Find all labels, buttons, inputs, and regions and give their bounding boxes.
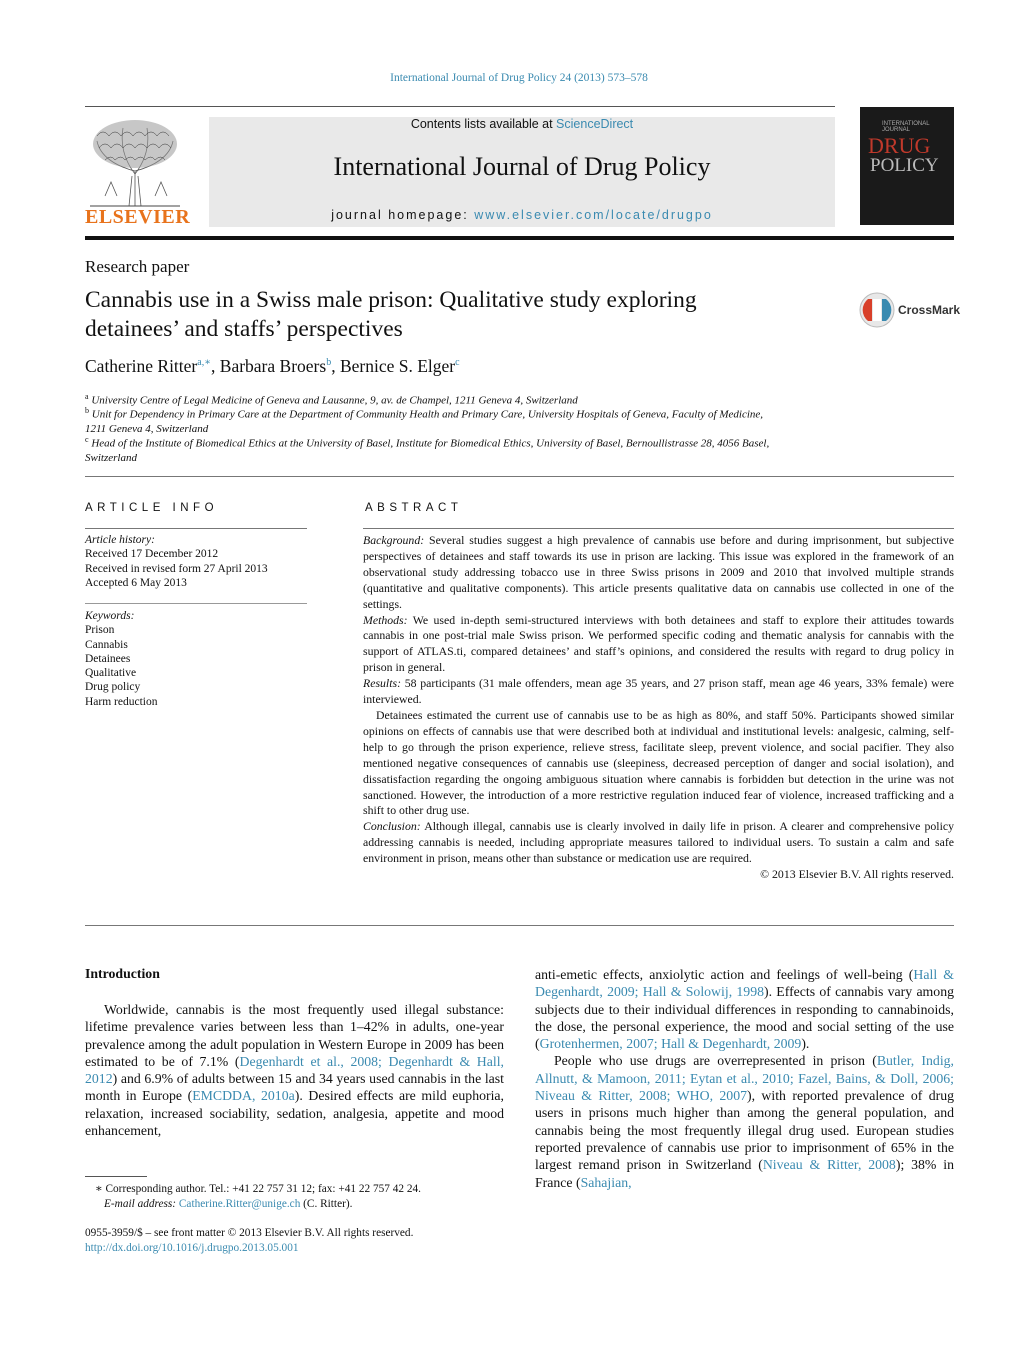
keyword: Prison — [85, 624, 115, 637]
affiliation-b: $^b$ Unit for Dependency in Primary Care at the Department of Community Health and Primary Care, University Hospitals of Geneva, Faculty of Medicine, 1211 Geneva 4, Switzerland — [85, 406, 764, 436]
history-accepted: Accepted 6 May 2013 — [85, 576, 187, 589]
abstract-conclusion: Conclusion: Although illegal, cannabis use is clearly involved in daily life in prison. A clearer and comprehensive policy addressing cannabis is needed, including appropriate measures tailored to individual users. To sustain a calm and safe environment in prison, means other than substance or medication use are required. — [363, 819, 954, 866]
affiliation-a: $^a$ University Centre of Legal Medicine of Geneva and Lausanne, 9, av. de Champel, 1211 Geneva 4, Switzerland — [85, 392, 578, 407]
article-info-heading: ARTICLE INFO — [85, 502, 219, 514]
citation-link[interactable]: EMCDDA, 2010a — [192, 1088, 295, 1104]
citation-link[interactable]: Butler, Indig, Allnutt, & Mamoon, 2011; Eytan et al., 2010; Fazel, Bains, & Doll, 2006; Niveau & Ritter, 2008; WHO, 2007 — [535, 1053, 954, 1104]
history-received: Received 17 December 2012 — [85, 548, 219, 561]
abstract-results: Results: 58 participants (31 male offenders, mean age 35 years, and 27 prison staff, mean age 46 years, 33% female) were interviewed. — [363, 676, 954, 707]
corresponding-author: ∗ Corresponding author. Tel.: +41 22 757 31 12; fax: +41 22 757 42 24. — [95, 1183, 421, 1195]
intro-paragraph-2: People who use drugs are overrepresented in prison (Butler, Indig, Allnutt, & Mamoon, 2011; Eytan et al., 2010; Fazel, Bains, & Doll, 2006; Niveau & Ritter, 2008; WHO, 2007), with reported prevalence of drug users in prisons much higher than among the general population, and cannabis being the most frequently illegal drug used. European studies reported prevalence of cannabis use prior to imprisonment of 65% in the largest remand prison in Switzerland (Niveau & Ritter, 2008); 38% in France (Sahajian, — [535, 1053, 954, 1190]
affiliation-c: $^c$ Head of the Institute of Biomedical Ethics at the University of Basel, Institute for Biomedical Ethics, University of Basel, Bernoullistrasse 28, 4056 Basel, Switzerland — [85, 435, 770, 465]
cover-top-text: INTERNATIONAL JOURNAL — [882, 121, 930, 133]
crossmark-icon — [858, 291, 896, 329]
cover-title-policy: POLICY — [870, 155, 939, 176]
copyright: © 2013 Elsevier B.V. All rights reserved. — [760, 867, 954, 882]
email-link[interactable]: Catherine.Ritter@unige.ch — [178, 1197, 301, 1210]
citation-link[interactable]: Grotenhermen, 2007; Hall & Degenhardt, 2009 — [539, 1036, 802, 1052]
article-history — [85, 533, 268, 590]
article-title: Cannabis use in a Swiss male prison: Qualitative study exploring detainees’ and staffs’ perspectives — [85, 287, 697, 342]
citation-link[interactable]: Degenhardt et al., 2008; Degenhardt & Hall, 2012 — [85, 1053, 504, 1087]
article-info-rule — [85, 528, 307, 529]
author-sup[interactable]: c — [455, 357, 460, 369]
crossmark-label: CrossMark — [898, 303, 961, 317]
citation-link[interactable]: Hall & Degenhardt, 2009; Hall & Solowij, 1998 — [535, 967, 954, 1000]
header-top-rule — [85, 106, 835, 107]
abstract-bottom-rule — [85, 925, 954, 926]
affiliation-rule — [85, 476, 954, 477]
author-name[interactable]: Barbara Broers — [219, 356, 327, 376]
keywords — [85, 609, 158, 709]
elsevier-tree-logo — [85, 116, 185, 208]
keyword: Drug policy — [85, 681, 141, 694]
abstract-background: Background: Several studies suggest a high prevalence of cannabis use before and during imprisonment, but subjective perspectives of detainees and staff towards its use in prison are lacking. This issue was explored in the framework of an observational study addressing tobacco use in three Swiss prisons in 2009 and 2010 that involved multiple strands (quantitative and qualitative components). This article presents qualitative data on cannabis use collected in one of the settings. — [363, 533, 954, 611]
author-sup[interactable]: b — [326, 357, 332, 369]
citation-link[interactable]: Niveau & Ritter, 2008 — [762, 1157, 896, 1173]
corresponding-footnote — [85, 1182, 421, 1211]
keyword: Cannabis — [85, 638, 128, 651]
contents-line: Contents lists available at ScienceDirect — [410, 117, 634, 131]
body-column-1 — [85, 1001, 504, 1139]
author-name[interactable]: Bernice S. Elger — [339, 356, 456, 376]
homepage-link[interactable]: www.elsevier.com/locate/drugpo — [474, 208, 713, 222]
issn-line: 0955-3959/$ – see front matter © 2013 Elsevier B.V. All rights reserved. — [85, 1227, 414, 1239]
elsevier-logo-text: ELSEVIER — [85, 206, 191, 228]
intro-paragraph-1: Worldwide, cannabis is the most frequently used illegal substance: lifetime prevalence varies between less than 1–42% in adults, one-year prevalence among the adult population in Western Europe in 2009 has been estimated to be of 7.1% (Degenhardt et al., 2008; Degenhardt & Hall, 2012) and 6.9% of adults between 15 and 34 years used cannabis in the last month in Europe (EMCDDA, 2010a). Desired effects are mild euphoria, relaxation, increased sociability, sedation, analgesia, appetite and mood enhancement, — [85, 1002, 504, 1139]
sciencedirect-link[interactable]: ScienceDirect — [556, 117, 634, 131]
crossmark-badge[interactable] — [858, 291, 961, 329]
abstract-results-detail: Detainees estimated the current use of cannabis use to be as high as 80%, and staff 50%. Participants showed similar opinions on effects of cannabis use that were described both at individual and institutional levels: analgesic, calming, self-help to go through the prison experience, relieve stress, facilitate sleep, prevent violence, and social pacifier. They also mentioned negative consequences of cannabis use (sleepiness, decreased perception of danger and social isolation), and dissatisfaction regarding the ongoing ambiguous situation where cannabis is forbidden but detection in the urine was not sanctioned. However, the introduction of a more restrictive regulation induced fear of violence, increased trafficking and a shift to other drug use. — [363, 707, 954, 818]
abstract-rule — [363, 528, 954, 529]
body-column-2 — [535, 966, 954, 1191]
cover-title-drug: DRUG — [868, 133, 931, 158]
intro-paragraph-1-cont: anti-emetic effects, anxiolytic action and feelings of well-being (Hall & Degenhardt, 2009; Hall & Solowij, 1998). Effects of cannabis vary among subjects due to their individual differences in responding to cannabinoids, the dose, the personal experience, the mood and social setting of the use (Grotenhermen, 2007; Hall & Degenhardt, 2009). — [535, 967, 954, 1052]
email-line: E-mail address: Catherine.Ritter@unige.ch (C. Ritter). — [104, 1197, 353, 1210]
doi-link[interactable]: http://dx.doi.org/10.1016/j.drugpo.2013.05.001 — [85, 1242, 299, 1254]
article-type: Research paper — [85, 257, 190, 276]
header-bottom-rule — [85, 236, 954, 240]
keywords-label: Keywords: — [85, 610, 135, 622]
journal-title: International Journal of Drug Policy — [333, 152, 711, 181]
author-list: Catherine Ritter$^{a,∗}$, Barbara Broers$^b$, Bernice S. Elger$^c$ — [85, 356, 460, 376]
keyword: Detainees — [85, 652, 131, 665]
abstract-methods: Methods: We used in-depth semi-structured interviews with both detainees and staff to explore their attitudes towards cannabis in one post-trial male Swiss prison. We performed specific coding and thematic analysis for cannabis with the support of ATLAS.ti, compared detainees’ and staff’s opinions, and considered the results with regard to drug policy in prison in general. — [363, 612, 954, 675]
abstract-body — [363, 533, 954, 883]
author-sup[interactable]: a,∗ — [197, 357, 212, 369]
footnote-rule — [85, 1176, 147, 1177]
keywords-rule — [85, 603, 307, 604]
journal-homepage: journal homepage: www.elsevier.com/locate/drugpo — [331, 208, 713, 222]
citation-link[interactable]: Sahajian, — [580, 1174, 632, 1190]
history-label: Article history: — [85, 534, 155, 546]
introduction-heading: Introduction — [85, 966, 160, 981]
journal-citation[interactable]: International Journal of Drug Policy 24 (2013) 573–578 — [390, 72, 648, 84]
author-name[interactable]: Catherine Ritter — [85, 356, 198, 376]
keyword: Harm reduction — [85, 695, 158, 708]
journal-cover-image[interactable] — [860, 107, 954, 225]
history-revised: Received in revised form 27 April 2013 — [85, 562, 268, 575]
abstract-heading: ABSTRACT — [365, 502, 463, 514]
keyword: Qualitative — [85, 667, 137, 680]
